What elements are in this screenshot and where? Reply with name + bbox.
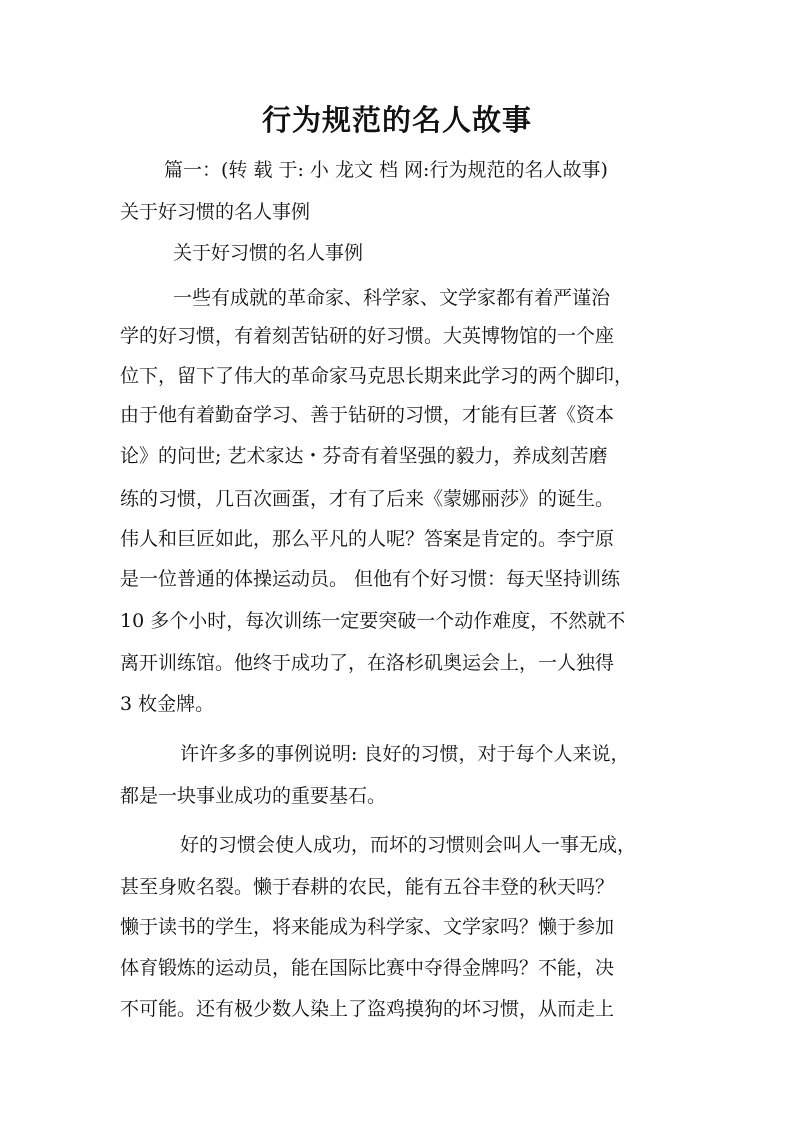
paragraph-1-line: 3 枚金牌。	[120, 693, 215, 715]
subtitle-line-2: 关于好习惯的名人事例	[120, 201, 311, 223]
paragraph-3-line: 体育锻炼的运动员，能在国际比赛中夺得金牌吗？不能，决	[120, 957, 615, 979]
paragraph-1-line: 离开训练馆。他终于成功了，在洛杉矶奥运会上，一人独得	[120, 652, 615, 674]
paragraph-1-line: 一些有成就的革命家、科学家、文学家都有着严谨治	[173, 287, 611, 309]
paragraph-3-line: 好的习惯会使人成功，而坏的习惯则会叫人一事无成，	[180, 834, 637, 856]
paragraph-1-line: 10 多个小时，每次训练一定要突破一个动作难度，不然就不	[120, 610, 626, 632]
paragraph-3-line: 甚至身败名裂。懒于春耕的农民，能有五谷丰登的秋天吗？	[120, 876, 615, 898]
subtitle-line-1: 篇一：(转 载 于: 小 龙文 档 网:行为规范的名人故事)	[164, 159, 608, 181]
paragraph-3-line: 懒于读书的学生，将来能成为科学家、文学家吗？懒于参加	[120, 916, 615, 938]
section-heading: 关于好习惯的名人事例	[173, 242, 364, 264]
document-title: 行为规范的名人故事	[261, 103, 532, 137]
paragraph-1-line: 伟人和巨匠如此，那么平凡的人呢？答案是肯定的。李宁原	[120, 528, 615, 550]
paragraph-3-line: 不可能。还有极少数人染上了盗鸡摸狗的坏习惯，从而走上	[120, 998, 615, 1020]
paragraph-1-line: 练的习惯，几百次画蛋，才有了后来《蒙娜丽莎》的诞生。	[120, 488, 615, 510]
paragraph-1-line: 论》的问世; 艺术家达・芬奇有着坚强的毅力，养成刻苦磨	[120, 445, 608, 467]
paragraph-1-line: 是一位普通的体操运动员。 但他有个好习惯：每天坚持训练	[120, 568, 621, 590]
paragraph-1-line: 学的好习惯，有着刻苦钻研的好习惯。大英博物馆的一个座	[120, 325, 615, 347]
paragraph-1-line: 由于他有着勤奋学习、善于钻研的习惯，才能有巨著《资本	[120, 404, 615, 426]
paragraph-2-line: 许许多多的事例说明: 良好的习惯，对于每个人来说，	[180, 743, 630, 765]
paragraph-2-line: 都是一块事业成功的重要基石。	[120, 785, 387, 807]
paragraph-1-line: 位下，留下了伟大的革命家马克思长期来此学习的两个脚印，	[120, 365, 634, 387]
